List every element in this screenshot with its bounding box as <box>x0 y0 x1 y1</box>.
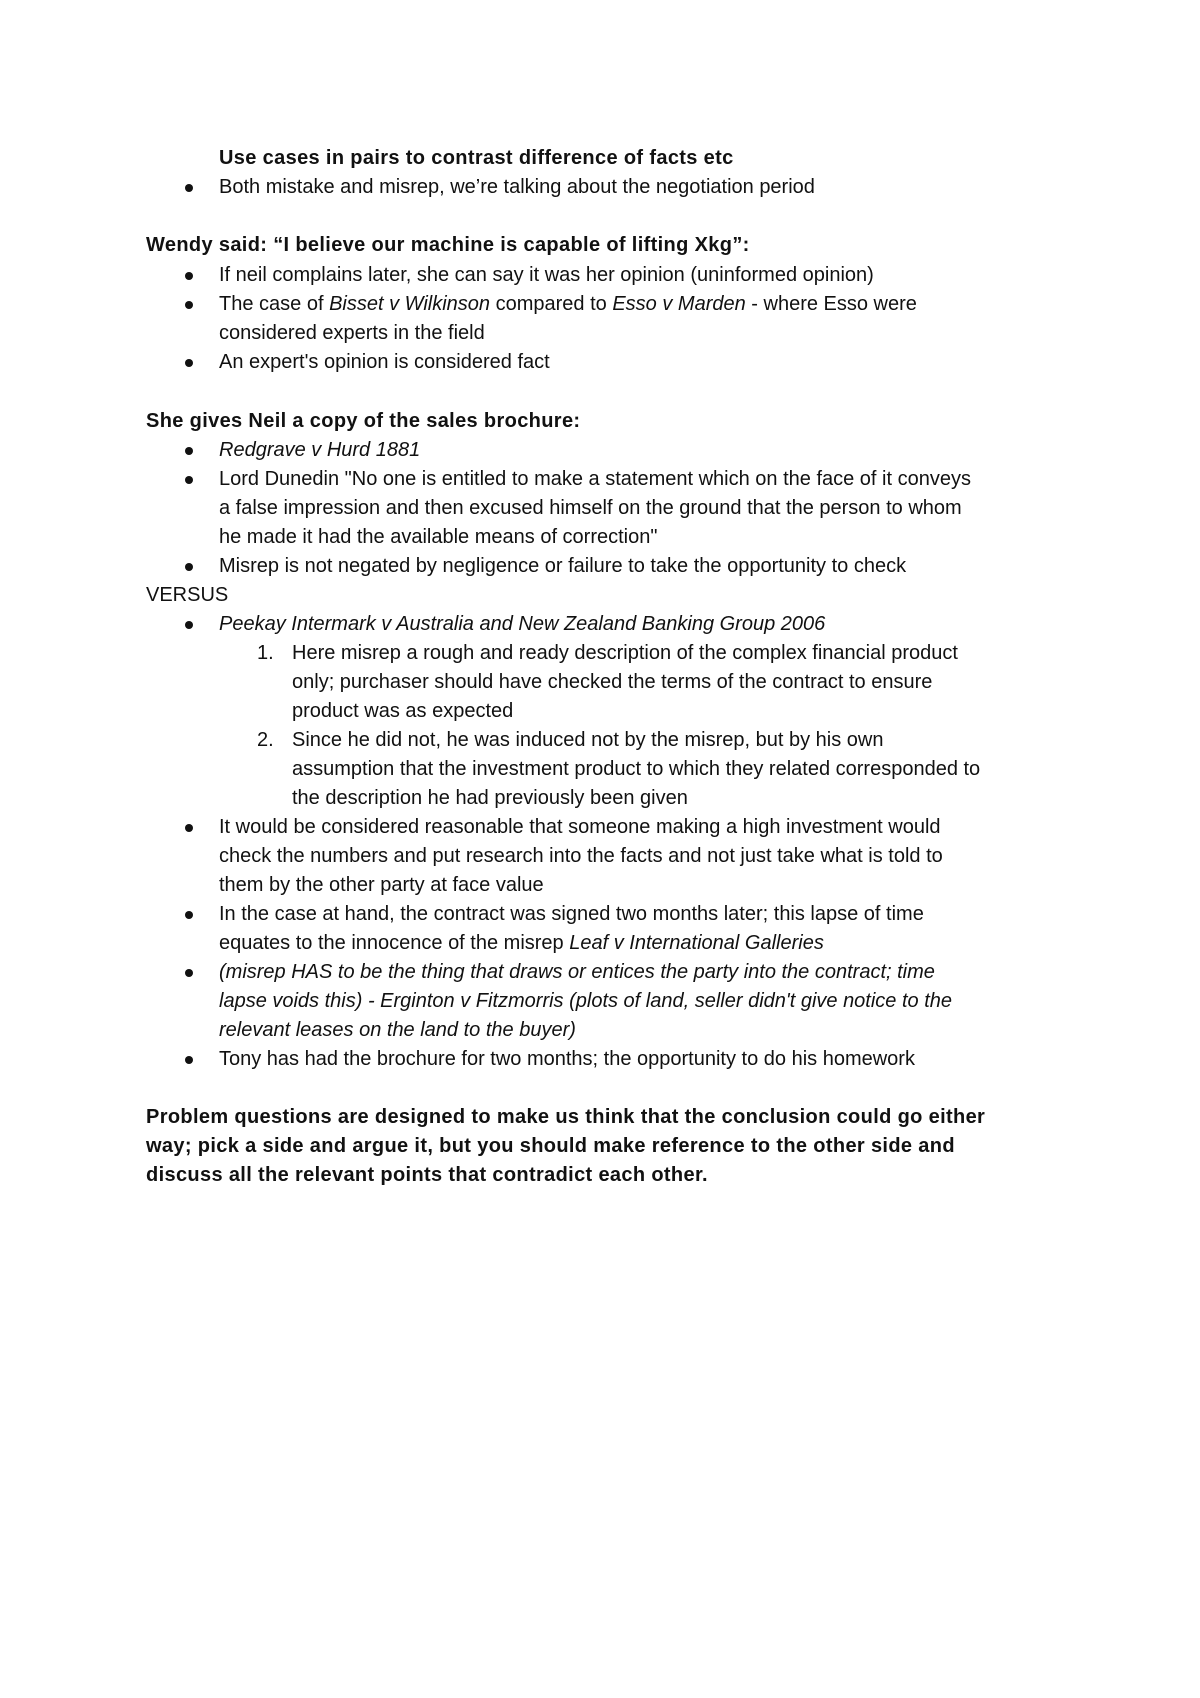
bullet-icon <box>185 563 193 571</box>
list-item-continuation: check the numbers and put research into the facts and not just take what is told to <box>219 845 943 867</box>
list-item: It would be considered reasonable that someone making a high investment would <box>219 816 941 838</box>
numbered-item-continuation: product was as expected <box>292 700 514 722</box>
brochure-heading: She gives Neil a copy of the sales brochure: <box>146 410 581 432</box>
bullet-icon <box>185 272 193 280</box>
numbered-item: Since he did not, he was induced not by the misrep, but by his own <box>292 729 884 751</box>
list-item: An expert's opinion is considered fact <box>219 351 550 373</box>
wendy-heading: Wendy said: “I believe our machine is capable of lifting Xkg”: <box>146 234 750 256</box>
case-name: Leaf v International Galleries <box>569 932 824 954</box>
list-item: Both mistake and misrep, we’re talking about the negotiation period <box>219 176 815 198</box>
case-name: Bisset v Wilkinson <box>329 293 491 315</box>
list-item-continuation: he made it had the available means of correction" <box>219 526 658 548</box>
problem-paragraph: discuss all the relevant points that contradict each other. <box>146 1164 708 1186</box>
text-run: - where Esso were <box>745 293 917 315</box>
list-item: If neil complains later, she can say it was her opinion (uninformed opinion) <box>219 264 874 286</box>
list-item-continuation: a false impression and then excused himself on the ground that the person to whom <box>219 497 962 519</box>
bullet-icon <box>185 969 193 977</box>
list-item-continuation: them by the other party at face value <box>219 874 544 896</box>
list-item <box>219 290 917 319</box>
numbered-item-continuation: assumption that the investment product to which they related corresponded to <box>292 758 981 780</box>
list-item: Peekay Intermark v Australia and New Zealand Banking Group 2006 <box>219 613 826 635</box>
case-name: Esso v Marden <box>612 293 746 315</box>
list-item-continuation: considered experts in the field <box>219 322 485 344</box>
list-item: Lord Dunedin "No one is entitled to make a statement which on the face of it conveys <box>219 468 971 490</box>
bullet-icon <box>185 301 193 309</box>
numbered-item-continuation: only; purchaser should have checked the terms of the contract to ensure <box>292 671 933 693</box>
bullet-icon <box>185 824 193 832</box>
text-run: compared to <box>490 293 613 315</box>
bullet-icon <box>185 359 193 367</box>
bullet-icon <box>185 621 193 629</box>
bullet-icon <box>185 476 193 484</box>
text-run: The case of <box>219 293 330 315</box>
list-item-continuation: lapse voids this) - Erginton v Fitzmorris (plots of land, seller didn't give notice to the <box>219 990 953 1012</box>
text-run: equates to the innocence of the misrep <box>219 932 570 954</box>
bullet-icon <box>185 184 193 192</box>
bullet-icon <box>185 447 193 455</box>
bullet-icon <box>185 911 193 919</box>
list-item-continuation <box>219 929 824 958</box>
list-number: 1. <box>257 642 274 664</box>
list-item: (misrep HAS to be the thing that draws or entices the party into the contract; time <box>219 961 935 983</box>
list-item: Misrep is not negated by negligence or failure to take the opportunity to check <box>219 555 907 577</box>
problem-paragraph: Problem questions are designed to make us think that the conclusion could go either <box>146 1106 986 1128</box>
list-item-continuation: relevant leases on the land to the buyer) <box>219 1019 576 1041</box>
use-cases-heading: Use cases in pairs to contrast difference of facts etc <box>219 147 734 169</box>
list-item: Redgrave v Hurd 1881 <box>219 439 421 461</box>
problem-paragraph: way; pick a side and argue it, but you should make reference to the other side and <box>146 1135 955 1157</box>
list-item: Tony has had the brochure for two months; the opportunity to do his homework <box>219 1048 915 1070</box>
list-number: 2. <box>257 729 274 751</box>
list-item: In the case at hand, the contract was signed two months later; this lapse of time <box>219 903 924 925</box>
numbered-item: Here misrep a rough and ready description of the complex financial product <box>292 642 958 664</box>
versus-label: VERSUS <box>146 584 229 606</box>
bullet-icon <box>185 1056 193 1064</box>
numbered-item-continuation: the description he had previously been given <box>292 787 688 809</box>
